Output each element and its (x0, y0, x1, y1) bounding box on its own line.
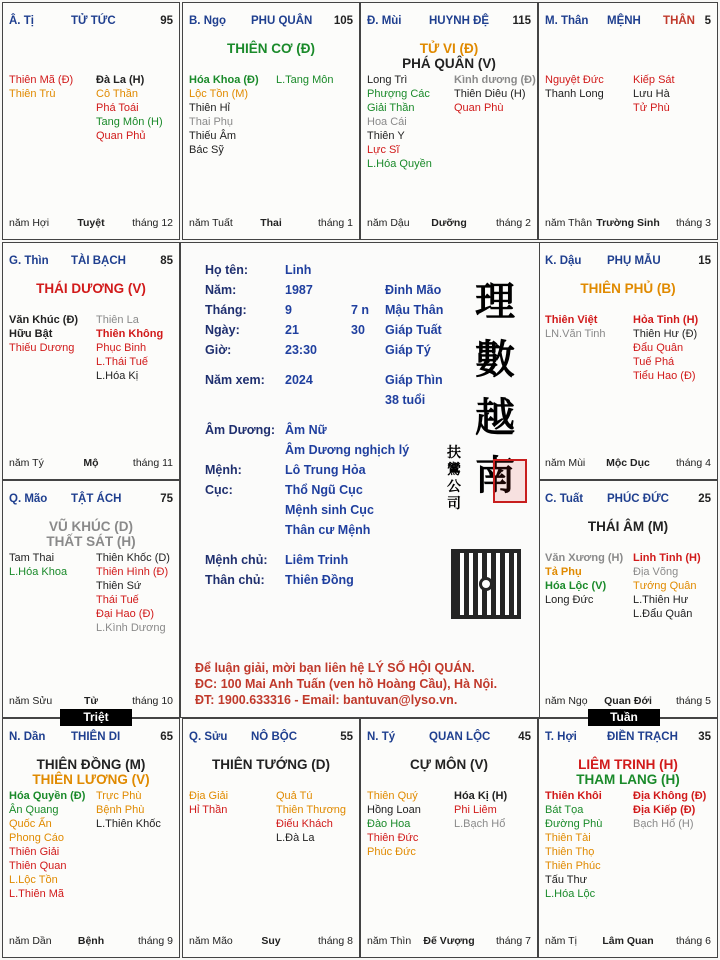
footer-stage: Quan Đới (604, 695, 652, 707)
year-canchi: Đinh Mão (385, 283, 442, 297)
palace-number: 115 (512, 15, 531, 27)
minor-star: Tử Phù (633, 102, 670, 114)
footer-year: năm Dậu (367, 217, 410, 229)
minor-star: Phúc Đức (367, 846, 416, 858)
minor-star: Phục Binh (96, 342, 147, 354)
minor-star: L.Thiên Hư (633, 594, 689, 606)
age-value: 38 tuổi (385, 393, 426, 407)
palace-cell (2, 480, 180, 718)
minor-star: Tướng Quân (633, 580, 697, 592)
footer-stage: Dưỡng (431, 217, 467, 229)
minor-star: Tấu Thư (545, 874, 588, 886)
name-value: Linh (285, 263, 312, 277)
month-canchi: Mậu Thân (385, 303, 444, 317)
minor-star: Thiên Quan (9, 860, 67, 872)
minor-star: L.Hóa Khoa (9, 566, 68, 578)
than-marker: THÂN (663, 15, 695, 27)
footer-stage: Suy (261, 935, 281, 947)
palace-header (545, 493, 711, 509)
month-lunar: 7 n (351, 303, 370, 317)
minor-star: L.Lộc Tồn (9, 874, 58, 886)
minor-star: Địa Giải (189, 790, 229, 802)
minor-star: Thiên Diêu (H) (454, 88, 526, 100)
minor-star: Kình dương (Đ) (454, 74, 536, 86)
minor-star: Thiên Quý (367, 790, 418, 802)
minor-star: Cô Thần (96, 88, 138, 100)
palace-branch: Đ. Mùi (367, 15, 402, 27)
minor-star: Lộc Tồn (M) (189, 88, 249, 100)
footer-year: năm Tị (545, 935, 577, 947)
palace-branch: Q. Mão (9, 493, 48, 505)
minor-stars-left (545, 313, 606, 341)
minor-star: Ân Quang (9, 804, 59, 816)
day-lunar: 30 (351, 323, 365, 337)
main-star: VŨ KHÚC (D) (49, 519, 133, 534)
palace-branch: N. Tý (367, 731, 396, 743)
minor-stars-left (545, 789, 602, 901)
minor-stars-left (189, 73, 259, 157)
main-star: THIÊN PHỦ (B) (580, 281, 676, 296)
palace-footer (545, 935, 711, 949)
minor-star: Địa Không (Đ) (633, 790, 707, 802)
minor-star: Thiên Thọ (545, 846, 595, 858)
day-label: Ngày: (205, 323, 240, 337)
minor-star: L.Hóa Lộc (545, 888, 596, 900)
minor-star: Thiên Hỉ (189, 102, 230, 114)
minor-star: Địa Võng (633, 566, 679, 578)
minor-star: Đà La (H) (96, 74, 145, 86)
name-label: Họ tên: (205, 263, 249, 277)
palace-house: TẬT ÁCH (71, 493, 122, 505)
view-year-label: Năm xem: (205, 373, 265, 387)
palace-header (9, 255, 173, 271)
tuan-marker: Tuần (588, 709, 660, 726)
qr-code-image (451, 549, 521, 619)
minor-star: Hữu Bật (9, 328, 53, 340)
footer-month: tháng 2 (495, 217, 531, 229)
yin-yang-value: Âm Nữ (285, 423, 327, 437)
palace-branch: M. Thân (545, 15, 589, 27)
main-star: THIÊN TƯỚNG (D) (212, 757, 330, 772)
minor-star: Hỉ Thần (189, 804, 228, 816)
palace-number: 45 (518, 731, 531, 743)
minor-star: L.Hóa Kị (96, 370, 139, 382)
palace-cell (360, 718, 538, 958)
minor-star: L.Hóa Quyền (367, 158, 432, 170)
minor-star: Phong Cáo (9, 832, 65, 844)
triet-marker: Triệt (60, 709, 132, 726)
palace-header (9, 15, 173, 31)
minor-star: Thiên Hình (Đ) (96, 566, 169, 578)
palace-number: 65 (160, 731, 173, 743)
main-star: THIÊN ĐỒNG (M) (36, 757, 146, 772)
footer-month: tháng 8 (317, 935, 353, 947)
year-value: 1987 (285, 283, 313, 297)
palace-header (367, 731, 531, 747)
footer-month: tháng 10 (132, 695, 173, 707)
minor-stars-right (454, 73, 536, 115)
palace-house: THIÊN DI (71, 731, 121, 743)
minor-stars-right (454, 789, 507, 831)
hour-canchi: Giáp Tý (385, 343, 431, 357)
palace-house: PHU QUÂN (251, 15, 313, 27)
minor-star: Phá Toái (96, 102, 139, 114)
minor-star: Thiên Khôi (545, 790, 602, 802)
main-star: THẤT SÁT (H) (46, 534, 136, 549)
minor-star: Thiên Thương (276, 804, 347, 816)
hour-label: Giờ: (205, 343, 232, 357)
contact-line-1: Để luận giải, mời bạn liên hệ LÝ SỐ HỘI QUÁN. (195, 661, 475, 675)
palace-house: PHÚC ĐỨC (607, 493, 669, 505)
minor-star: Hóa Quyền (Đ) (9, 790, 86, 802)
footer-year: năm Thìn (367, 935, 412, 947)
minor-star: Quả Tú (276, 790, 313, 802)
footer-year: năm Tý (9, 457, 44, 469)
minor-star: Thiếu Dương (9, 342, 75, 354)
destiny-lord-label: Mệnh chủ: (205, 553, 268, 567)
palace-house: ĐIỀN TRẠCH (607, 731, 678, 743)
minor-star: Thiên Sứ (96, 580, 142, 592)
minor-star: Bạch Hổ (H) (633, 818, 694, 830)
minor-star: Văn Xương (H) (545, 552, 624, 564)
minor-star: Hỏa Tinh (H) (633, 314, 699, 326)
footer-year: năm Ngọ (545, 695, 588, 707)
view-year-value: 2024 (285, 373, 313, 387)
minor-star: Thiên Mã (Đ) (9, 74, 74, 86)
minor-stars-left (9, 551, 67, 579)
main-star: THÁI DƯƠNG (V) (36, 281, 146, 296)
palace-header (367, 15, 531, 31)
palace-header (189, 731, 353, 747)
footer-year: năm Hợi (9, 217, 50, 229)
palace-number: 85 (160, 255, 173, 267)
palace-branch: G. Thìn (9, 255, 49, 267)
than-position: Thân cư Mệnh (285, 523, 371, 537)
minor-stars-right (96, 73, 163, 143)
minor-star: Tang Môn (H) (96, 116, 163, 128)
destiny-lord-value: Liêm Trinh (285, 553, 349, 567)
minor-star: Bác Sỹ (189, 144, 224, 156)
palace-number: 5 (704, 15, 711, 27)
minor-star: Hồng Loan (367, 804, 421, 816)
cuc-relation: Mệnh sinh Cục (285, 503, 374, 517)
destiny-value: Lô Trung Hỏa (285, 463, 366, 477)
main-star: TỬ VI (Đ) (419, 41, 479, 56)
minor-star: Quan Phù (454, 102, 504, 114)
minor-stars-left (9, 789, 85, 901)
footer-month: tháng 5 (675, 695, 711, 707)
minor-star: Địa Kiếp (Đ) (633, 804, 696, 816)
palace-branch: B. Ngọ (189, 15, 227, 27)
palace-header (545, 731, 711, 747)
minor-star: Lực Sĩ (367, 144, 400, 156)
cuc-value: Thổ Ngũ Cục (285, 483, 363, 497)
palace-number: 55 (340, 731, 353, 743)
minor-star: Thiên Phúc (545, 860, 601, 872)
minor-stars-right (633, 789, 706, 831)
minor-star: Văn Khúc (Đ) (9, 314, 79, 326)
minor-star: Thiên Trù (9, 88, 56, 100)
palace-cell (538, 2, 718, 240)
palace-footer (9, 217, 173, 231)
footer-year: năm Dần (9, 935, 52, 947)
main-star: LIÊM TRINH (H) (578, 757, 678, 772)
footer-month: tháng 12 (132, 217, 173, 229)
day-canchi: Giáp Tuất (385, 323, 442, 337)
minor-star: Trực Phù (96, 790, 142, 802)
seal-title: 理數越南 (475, 278, 515, 499)
palace-cell (360, 2, 538, 240)
minor-star: L.Thái Tuế (96, 356, 148, 368)
minor-star: Đường Phù (545, 818, 603, 830)
footer-year: năm Sửu (9, 695, 53, 707)
red-stamp (493, 459, 527, 503)
footer-month: tháng 7 (495, 935, 531, 947)
day-value: 21 (285, 323, 299, 337)
minor-star: Quốc Ấn (9, 818, 52, 830)
yin-yang-label: Âm Dương: (205, 423, 276, 437)
palace-cell (538, 242, 718, 480)
footer-stage: Tuyệt (77, 217, 105, 229)
footer-month: tháng 4 (675, 457, 711, 469)
footer-stage: Tử (83, 695, 99, 707)
minor-stars-left (9, 313, 78, 355)
minor-star: Nguyệt Đức (545, 74, 604, 86)
palace-house: MỆNH (607, 15, 641, 27)
palace-branch: Q. Sửu (189, 731, 228, 743)
palace-number: 75 (160, 493, 173, 505)
minor-stars-right (96, 313, 163, 383)
minor-star: Điếu Khách (276, 818, 333, 830)
footer-stage: Đế Vượng (423, 935, 475, 947)
palace-header (9, 493, 173, 509)
minor-stars-right (96, 789, 161, 831)
minor-star: Thái Tuế (96, 594, 139, 606)
footer-month: tháng 9 (137, 935, 173, 947)
minor-star: Bệnh Phù (96, 804, 145, 816)
minor-star: L.Tang Môn (276, 74, 334, 86)
minor-stars-right (276, 73, 333, 87)
palace-branch: N. Dần (9, 731, 46, 743)
center-info-panel (180, 242, 540, 718)
palace-branch: C. Tuất (545, 493, 584, 505)
footer-month: tháng 1 (317, 217, 353, 229)
minor-stars-left (545, 551, 623, 607)
minor-star: Hóa Kị (H) (454, 790, 508, 802)
minor-star: Thiên Y (367, 130, 405, 142)
minor-star: Tả Phụ (545, 566, 582, 578)
minor-stars-right (96, 551, 170, 635)
cuc-label: Cục: (205, 483, 233, 497)
minor-star: Thiên Việt (545, 314, 598, 326)
palace-header (9, 731, 173, 747)
palace-footer (545, 457, 711, 471)
minor-stars-left (189, 789, 228, 817)
minor-star: L.Thiên Khốc (96, 818, 161, 830)
palace-house: NÔ BỘC (251, 731, 297, 743)
minor-star: L.Đà La (276, 832, 315, 844)
main-star: THIÊN LƯƠNG (V) (32, 772, 150, 787)
minor-star: L.Kình Dương (96, 622, 166, 634)
footer-stage: Bệnh (77, 935, 105, 947)
footer-month: tháng 11 (132, 457, 173, 469)
palace-cell (538, 480, 718, 718)
main-star: THIÊN CƠ (Đ) (226, 41, 315, 56)
destiny-label: Mệnh: (205, 463, 242, 477)
palace-number: 25 (698, 493, 711, 505)
minor-star: Linh Tinh (H) (633, 552, 701, 564)
minor-stars-right (633, 73, 675, 115)
main-star: PHÁ QUÂN (V) (402, 56, 496, 71)
minor-star: Thiên Không (96, 328, 164, 340)
footer-year: năm Tuất (189, 217, 233, 229)
palace-footer (9, 935, 173, 949)
palace-footer (545, 217, 711, 231)
palace-house: TỬ TỨC (71, 15, 116, 27)
seal-logo (445, 273, 535, 543)
minor-stars-right (633, 313, 698, 383)
footer-month: tháng 3 (675, 217, 711, 229)
minor-star: Thiên Khốc (D) (96, 552, 170, 564)
palace-footer (189, 217, 353, 231)
palace-house: HUYNH ĐỆ (429, 15, 490, 27)
palace-cell (182, 718, 360, 958)
yin-yang-note: Âm Dương nghịch lý (285, 443, 410, 457)
footer-stage: Lâm Quan (602, 935, 654, 947)
footer-stage: Mộc Dục (606, 457, 650, 469)
palace-footer (367, 935, 531, 949)
minor-star: Phi Liêm (454, 804, 497, 816)
minor-star: Thiên La (96, 314, 139, 326)
palace-number: 15 (698, 255, 711, 267)
palace-footer (9, 457, 173, 471)
main-star: CỰ MÔN (V) (410, 757, 488, 772)
minor-star: Đẩu Quân (633, 342, 684, 354)
palace-house: PHỤ MẪU (607, 255, 661, 267)
minor-star: Long Trì (367, 74, 408, 86)
main-star: THAM LANG (H) (576, 772, 680, 787)
minor-star: Thai Phụ (189, 116, 234, 128)
minor-star: Tiểu Hao (Đ) (633, 370, 696, 382)
palace-header (545, 15, 711, 31)
month-value: 9 (285, 303, 292, 317)
minor-star: Phượng Các (367, 88, 430, 100)
palace-cell (182, 2, 360, 240)
minor-star: Long Đức (545, 594, 594, 606)
palace-footer (545, 695, 711, 709)
minor-star: Quan Phủ (96, 130, 146, 142)
minor-star: Giải Thần (367, 102, 415, 114)
minor-star: Lưu Hà (633, 88, 670, 100)
minor-stars-left (367, 73, 432, 171)
footer-month: tháng 6 (675, 935, 711, 947)
minor-star: Kiếp Sát (633, 74, 675, 86)
minor-star: Tam Thai (9, 552, 55, 564)
palace-footer (367, 217, 531, 231)
minor-star: Thiên Hư (Đ) (633, 328, 698, 340)
palace-number: 35 (698, 731, 711, 743)
palace-number: 105 (333, 15, 353, 27)
minor-star: L.Đẩu Quân (633, 608, 693, 620)
minor-star: Tuế Phá (633, 356, 675, 368)
minor-star: Thanh Long (545, 88, 604, 100)
palace-cell (2, 718, 180, 958)
palace-branch: K. Dậu (545, 255, 582, 267)
contact-address: ĐC: 100 Mai Anh Tuấn (ven hồ Hoàng Cầu), Hà Nội. (195, 677, 498, 691)
minor-star: LN.Văn Tinh (545, 328, 606, 340)
minor-star: Thiên Đức (367, 832, 419, 844)
body-lord-value: Thiên Đồng (285, 573, 354, 587)
main-star: THÁI ÂM (M) (587, 519, 669, 534)
view-year-canchi: Giáp Thìn (385, 373, 443, 387)
footer-stage: Trường Sinh (596, 217, 660, 229)
minor-stars-left (9, 73, 73, 101)
year-label: Năm: (205, 283, 237, 297)
footer-stage: Mộ (83, 457, 99, 469)
minor-star: Thiên Tài (545, 832, 591, 844)
palace-branch: T. Hợi (545, 731, 577, 743)
footer-year: năm Thân (545, 217, 593, 229)
minor-star: L.Bạch Hổ (454, 818, 506, 830)
minor-star: Đào Hoa (367, 818, 411, 830)
minor-star: Thiên Giải (9, 846, 60, 858)
footer-stage: Thai (260, 217, 282, 229)
palace-header (545, 255, 711, 271)
palace-cell (2, 242, 180, 480)
palace-house: TÀI BẠCH (71, 255, 126, 267)
palace-number: 95 (160, 15, 173, 27)
footer-year: năm Mão (189, 935, 233, 947)
minor-stars-right (633, 551, 701, 621)
seal-subtitle: 扶鸞公司 (447, 445, 461, 512)
palace-house: QUAN LỘC (429, 731, 491, 743)
minor-star: L.Thiên Mã (9, 888, 65, 900)
minor-star: Bát Tọa (545, 804, 584, 816)
palace-footer (9, 695, 173, 709)
palace-header (189, 15, 353, 31)
minor-stars-left (367, 789, 421, 859)
palace-cell (538, 718, 718, 958)
contact-phone-email: ĐT: 1900.633316 - Email: bantuvan@lyso.vn. (195, 693, 458, 707)
minor-stars-right (276, 789, 346, 845)
minor-star: Đại Hao (Đ) (96, 608, 155, 620)
palace-footer (189, 935, 353, 949)
footer-year: năm Mùi (545, 457, 586, 469)
body-lord-label: Thân chủ: (205, 573, 265, 587)
palace-cell (2, 2, 180, 240)
minor-star: Hóa Khoa (Đ) (189, 74, 259, 86)
minor-star: Hóa Lộc (V) (545, 580, 607, 592)
palace-branch: Â. Tị (9, 15, 34, 27)
month-label: Tháng: (205, 303, 247, 317)
minor-star: Hoa Cái (367, 116, 407, 128)
minor-stars-left (545, 73, 604, 101)
hour-value: 23:30 (285, 343, 317, 357)
minor-star: Thiếu Âm (189, 130, 237, 142)
